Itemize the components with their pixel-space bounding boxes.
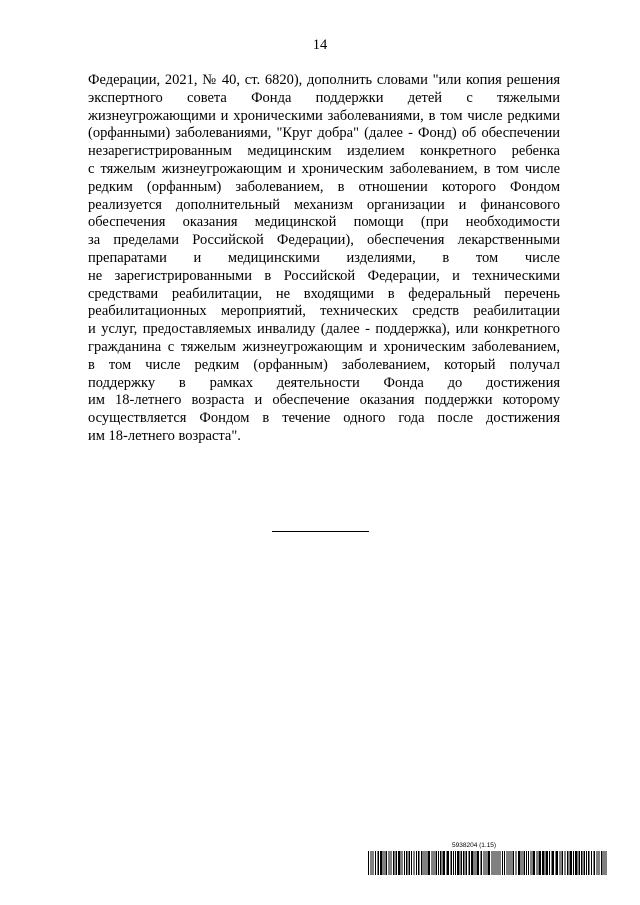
text-line: реабилитационных мероприятий, технических средств реабилитации — [88, 303, 560, 320]
text-line: им 18-летнего возраста и обеспечение оказания поддержки которому — [88, 392, 560, 409]
text-line: и услуг, предоставляемых инвалиду (далее - поддержка), или конкретного — [88, 321, 560, 338]
text-line: гражданина с тяжелым жизнеугрожающим и хроническим заболеванием, — [88, 338, 560, 355]
text-line: обеспечения оказания медицинской помощи (при необходимости — [88, 214, 560, 231]
text-line: редким (орфанным) заболеванием, в отношении которого Фондом — [88, 178, 560, 195]
end-divider — [272, 531, 369, 532]
text-line: не зарегистрированными в Российской Федерации, и техническими — [88, 267, 560, 284]
text-line: незарегистрированным медицинским изделием конкретного ребенка — [88, 143, 560, 160]
body-text — [88, 72, 560, 446]
document-code: 5938204 (1.15) — [452, 842, 497, 849]
text-line: осуществляется Фондом в течение одного года после достижения — [88, 410, 560, 427]
text-line: препаратами и медицинскими изделиями, в том числе — [88, 249, 560, 266]
text-line: экспертного совета Фонда поддержки детей с тяжелыми — [88, 89, 560, 106]
text-line: им 18-летнего возраста". — [88, 427, 241, 444]
page-number: 14 — [312, 37, 328, 53]
text-line: жизнеугрожающими и хроническими заболеваниями, в том числе редкими — [88, 107, 560, 124]
text-line: с тяжелым жизнеугрожающим и хроническим заболеванием, в том числе — [88, 160, 560, 177]
text-line: поддержку в рамках деятельности Фонда до достижения — [88, 374, 560, 391]
text-line: за пределами Российской Федерации), обеспечения лекарственными — [88, 232, 560, 249]
text-line: (орфанными) заболеваниями, "Круг добра" (далее - Фонд) об обеспечении — [88, 125, 560, 142]
text-line: в том числе редким (орфанным) заболеванием, который получал — [88, 356, 560, 373]
text-line: Федерации, 2021, № 40, ст. 6820), дополнить словами "или копия решения — [88, 72, 560, 88]
barcode — [368, 851, 608, 875]
text-line: реализуется дополнительный механизм организации и финансового — [88, 196, 560, 213]
text-line: средствами реабилитации, не входящими в федеральный перечень — [88, 285, 560, 302]
